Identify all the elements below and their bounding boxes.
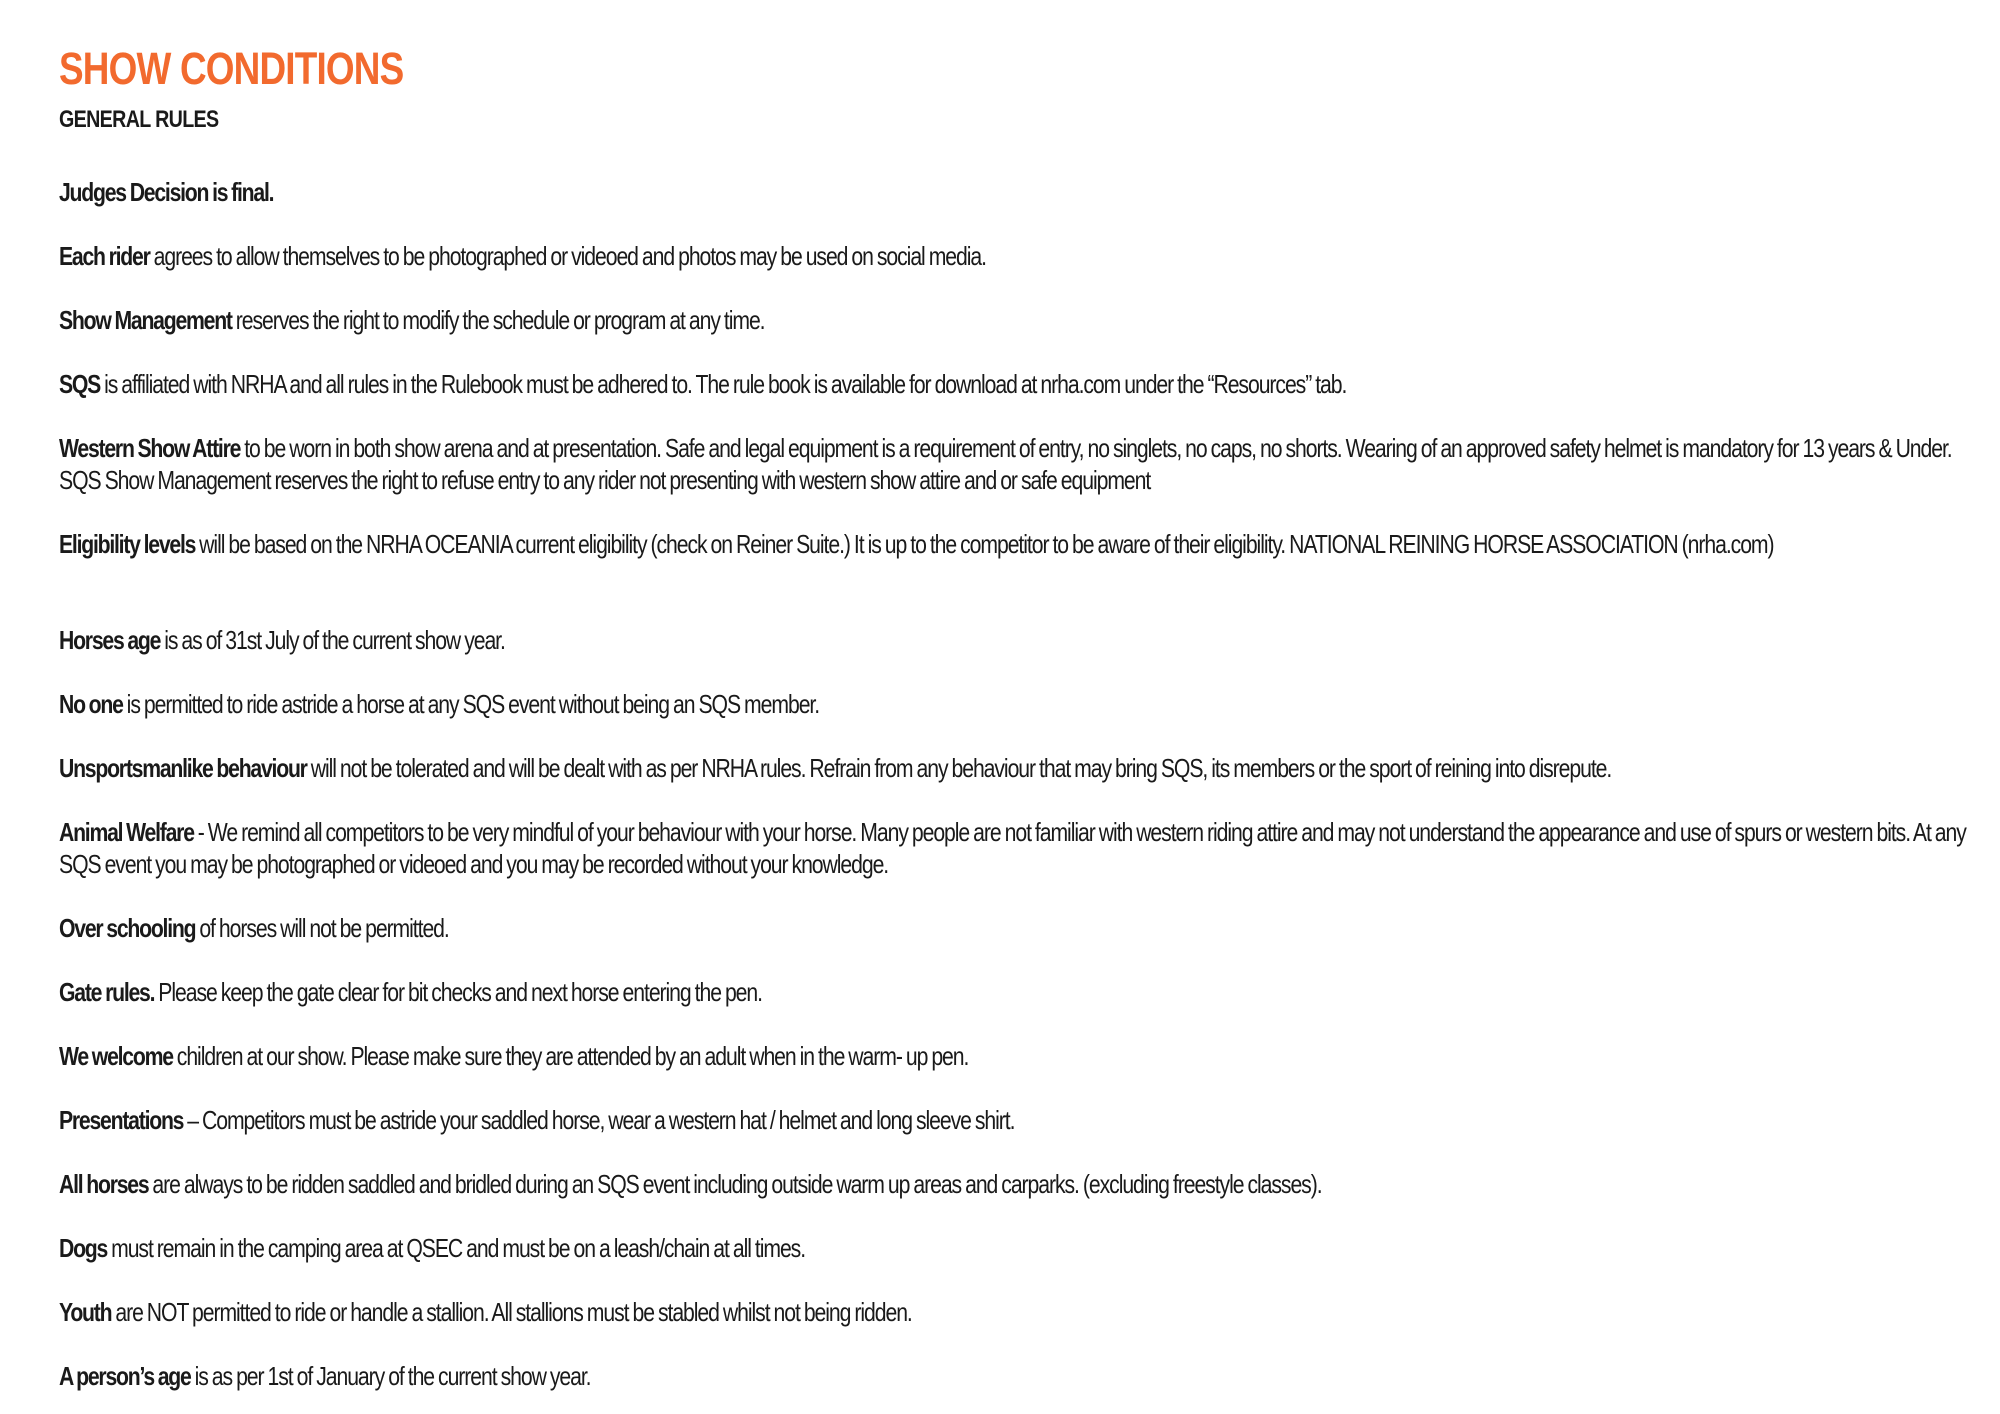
rule-lead: SQS xyxy=(59,369,101,399)
rule-lead: Presentations xyxy=(59,1105,184,1135)
rule-item xyxy=(59,240,1982,272)
rule-item xyxy=(59,1232,1982,1264)
rule-text: - We remind all competitors to be very mindful of your behaviour with your horse. Many people are not familiar with western riding attire and may not understand the appearance and use of spurs or western bits. At any SQS event you may be photographed or videoed and you may be recorded without your knowledge. xyxy=(59,817,1966,879)
rule-lead: Each rider xyxy=(59,241,150,271)
rule-lead: Judges Decision is final. xyxy=(59,177,274,207)
rule-lead: Show Management xyxy=(59,305,232,335)
rule-lead: Animal Welfare xyxy=(59,817,194,847)
rule-item xyxy=(59,752,1982,784)
rule-item xyxy=(59,688,1982,720)
rule-lead: No one xyxy=(59,689,123,719)
rule-item xyxy=(59,432,1982,496)
rule-item xyxy=(59,1296,1982,1328)
rule-item xyxy=(59,1040,1982,1072)
rule-item xyxy=(59,1168,1982,1200)
rule-text: Please keep the gate clear for bit checks and next horse entering the pen. xyxy=(154,977,762,1007)
rule-text: children at our show. Please make sure they are attended by an adult when in the warm- up pen. xyxy=(172,1041,969,1071)
section-heading: GENERAL RULES xyxy=(59,106,219,133)
rule-item xyxy=(59,528,1982,560)
rule-item xyxy=(59,368,1982,400)
rule-lead: Western Show Attire xyxy=(59,433,241,463)
rule-text: agrees to allow themselves to be photographed or videoed and photos may be used on social media. xyxy=(149,241,986,271)
rule-text: will not be tolerated and will be dealt with as per NRHA rules. Refrain from any behaviour that may bring SQS, its members or the sport of reining into disrepute. xyxy=(306,753,1612,783)
rule-lead: Unsportsmanlike behaviour xyxy=(59,753,307,783)
rule-lead: A person’s age xyxy=(59,1361,191,1391)
rule-item xyxy=(59,976,1982,1008)
rule-item xyxy=(59,1360,1982,1392)
rule-item xyxy=(59,912,1982,944)
rule-text: are always to be ridden saddled and bridled during an SQS event including outside warm up areas and carparks. (excluding freestyle classes). xyxy=(148,1169,1322,1199)
rule-text: of horses will not be permitted. xyxy=(195,913,449,943)
rule-lead: Youth xyxy=(59,1297,112,1327)
rule-text: to be worn in both show arena and at presentation. Safe and legal equipment is a requirement of entry, no singlets, no caps, no shorts. Wearing of an approved safety helmet is mandatory for 13 years & Under. SQS Show Management reserves the right to refuse entry to any rider not presenting with western show attire and or safe equipment xyxy=(59,433,1952,495)
rule-text: will be based on the NRHA OCEANIA current eligibility (check on Reiner Suite.) It is up to the competitor to be aware of their eligibility. NATIONAL REINING HORSE ASSOCIATION (nrha.com) xyxy=(195,529,1774,559)
rule-item xyxy=(59,304,1982,336)
page-title: SHOW CONDITIONS xyxy=(59,43,404,94)
document-page xyxy=(59,40,1974,1391)
rule-text: is as of 31st July of the current show year. xyxy=(160,625,505,655)
rule-item xyxy=(59,624,1982,656)
rule-text: is affiliated with NRHA and all rules in the Rulebook must be adhered to. The rule book is available for download at nrha.com under the “Resources” tab. xyxy=(100,369,1347,399)
rule-lead: We welcome xyxy=(59,1041,173,1071)
rule-item xyxy=(59,816,1982,880)
rule-text: is as per 1st of January of the current show year. xyxy=(190,1361,591,1391)
rule-text: reserves the right to modify the schedule or program at any time. xyxy=(231,305,765,335)
rule-lead: Gate rules. xyxy=(59,977,155,1007)
rule-text: must remain in the camping area at QSEC and must be on a leash/chain at all times. xyxy=(107,1233,806,1263)
rule-lead: Over schooling xyxy=(59,913,196,943)
rule-item xyxy=(59,176,1982,208)
rule-lead: Eligibility levels xyxy=(59,529,196,559)
rule-lead: Horses age xyxy=(59,625,161,655)
rule-lead: All horses xyxy=(59,1169,149,1199)
rule-item xyxy=(59,1104,1982,1136)
rule-text: are NOT permitted to ride or handle a stallion. All stallions must be stabled whilst not being ridden. xyxy=(111,1297,912,1327)
rule-lead: Dogs xyxy=(59,1233,108,1263)
rule-text: – Competitors must be astride your saddled horse, wear a western hat / helmet and long sleeve shirt. xyxy=(183,1105,1015,1135)
rule-text: is permitted to ride astride a horse at any SQS event without being an SQS member. xyxy=(122,689,820,719)
